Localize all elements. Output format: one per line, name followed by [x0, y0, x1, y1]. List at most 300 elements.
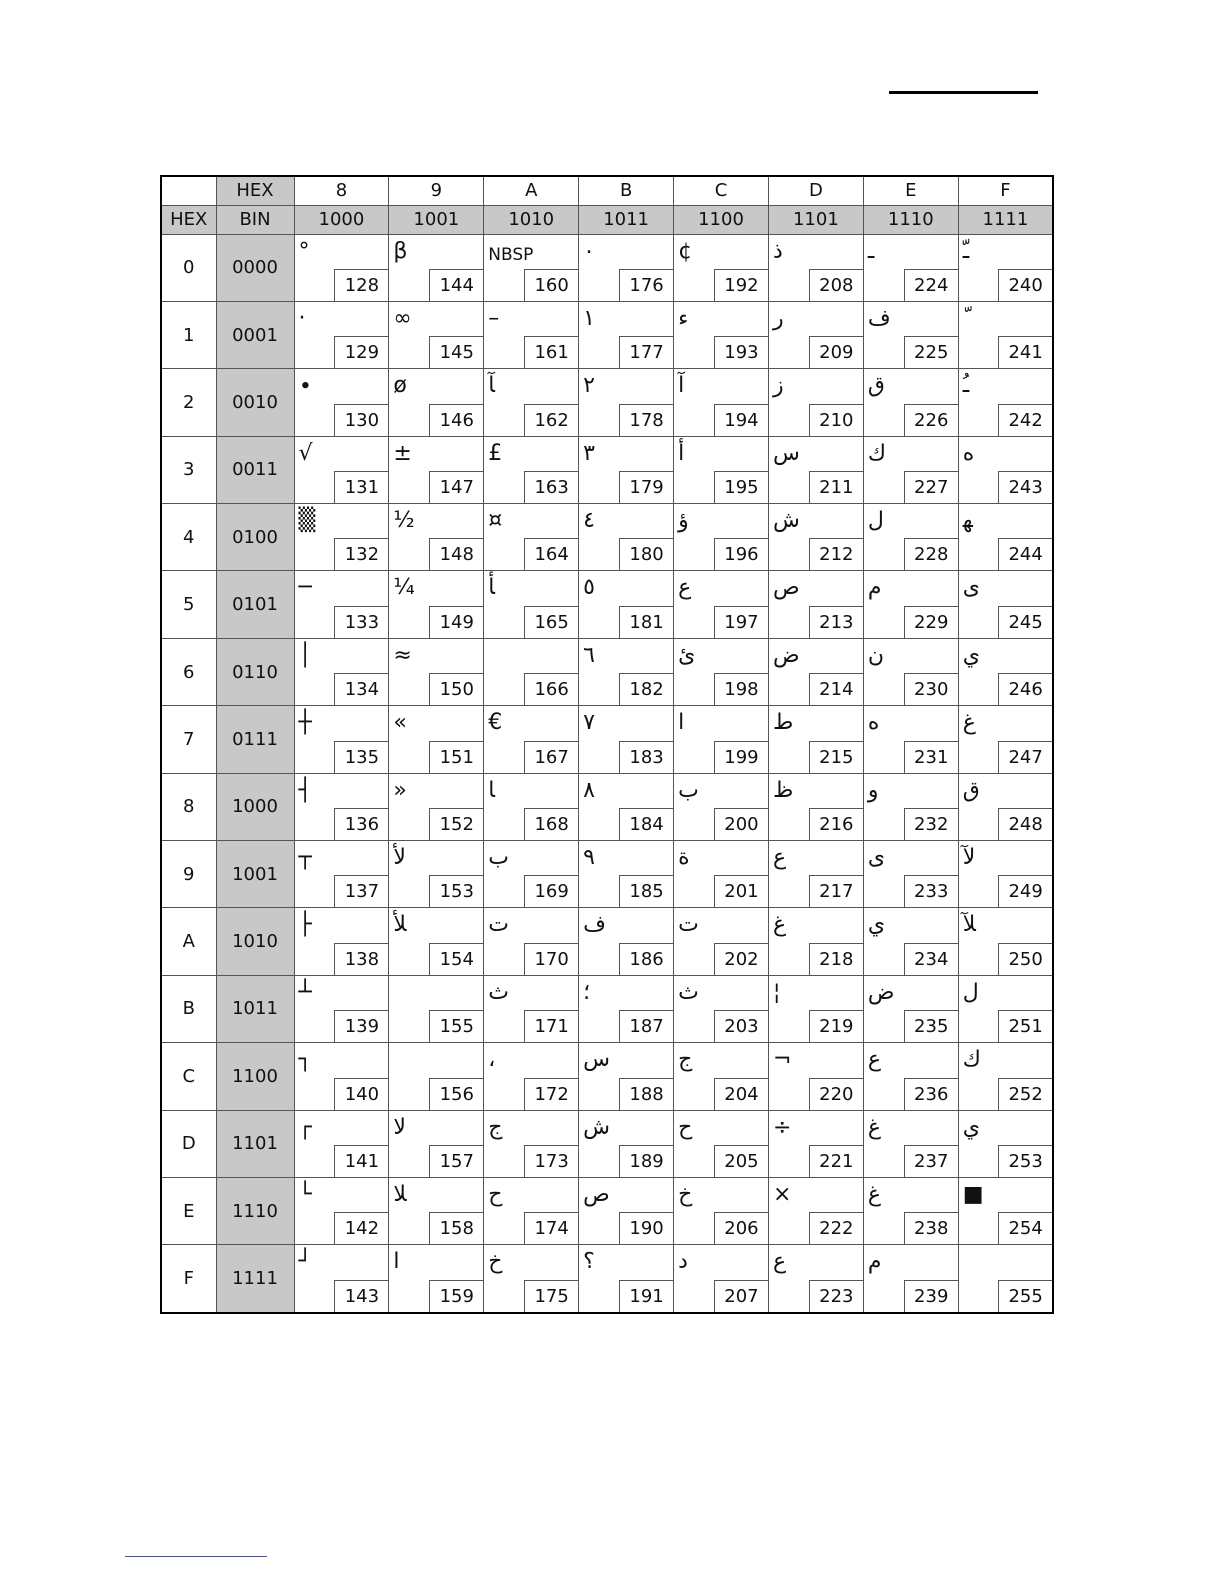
decimal-code: 166: [524, 673, 578, 705]
character-glyph: ظ: [772, 777, 794, 803]
decimal-code: 241: [998, 336, 1052, 368]
character-cell: [579, 1177, 674, 1244]
character-glyph: ├: [298, 912, 312, 938]
decimal-code: 232: [904, 808, 958, 840]
character-glyph: و: [867, 777, 879, 803]
character-cell: [674, 638, 769, 705]
decimal-code: 175: [524, 1280, 578, 1312]
decimal-code: 216: [809, 808, 863, 840]
row-bin-cell: 1101: [216, 1110, 294, 1177]
character-cell: [768, 369, 863, 436]
character-glyph: ٤: [583, 508, 595, 534]
character-glyph: ؟: [583, 1249, 595, 1275]
decimal-code: 210: [809, 404, 863, 436]
decimal-code: 220: [809, 1078, 863, 1110]
table-row: [161, 706, 1053, 773]
decimal-code: 227: [904, 471, 958, 503]
character-glyph: خ: [678, 1181, 693, 1207]
character-glyph: ﹹ: [962, 373, 970, 399]
character-glyph: ت: [678, 912, 699, 938]
character-glyph: ١: [583, 305, 595, 331]
table-row: [161, 1110, 1053, 1177]
character-cell: [863, 301, 958, 368]
decimal-code: 184: [619, 808, 673, 840]
character-cell: [389, 504, 484, 571]
character-glyph: ل: [867, 508, 884, 534]
character-cell: [389, 234, 484, 301]
character-glyph: ∙: [298, 373, 313, 399]
decimal-code: 187: [619, 1010, 673, 1042]
character-glyph: غ: [867, 1114, 881, 1140]
decimal-code: 156: [429, 1078, 483, 1110]
character-cell: [389, 1245, 484, 1313]
character-glyph: ث: [678, 979, 699, 1005]
decimal-code: 141: [334, 1145, 388, 1177]
decimal-code: 200: [714, 808, 768, 840]
character-glyph: ┌: [298, 1114, 312, 1140]
row-hex-label: HEX: [161, 205, 216, 234]
decimal-code: 194: [714, 404, 768, 436]
decimal-code: 150: [429, 673, 483, 705]
character-glyph: ﻶ: [962, 912, 976, 938]
decimal-code: 153: [429, 875, 483, 907]
character-cell: [768, 908, 863, 975]
decimal-code: 206: [714, 1212, 768, 1244]
character-cell: [674, 1043, 769, 1110]
header-bin-label: BIN: [216, 205, 294, 234]
decimal-code: 171: [524, 1010, 578, 1042]
character-cell: [294, 504, 389, 571]
decimal-code: 204: [714, 1078, 768, 1110]
character-glyph: ه: [867, 710, 880, 736]
decimal-code: 221: [809, 1145, 863, 1177]
table-row: [161, 638, 1053, 705]
character-glyph: م: [867, 1249, 882, 1275]
character-glyph: –: [488, 305, 500, 331]
decimal-code: 244: [998, 538, 1052, 570]
row-hex-cell: 8: [161, 773, 216, 840]
decimal-code: 239: [904, 1280, 958, 1312]
character-cell: [579, 706, 674, 773]
decimal-code: 235: [904, 1010, 958, 1042]
character-glyph: ≈: [393, 642, 412, 668]
character-glyph: خ: [488, 1249, 503, 1275]
character-glyph: ق: [962, 777, 980, 803]
decimal-code: 249: [998, 875, 1052, 907]
decimal-code: 252: [998, 1078, 1052, 1110]
character-cell: [958, 1177, 1053, 1244]
character-glyph: ي: [867, 912, 886, 938]
character-glyph: €: [488, 710, 503, 736]
decimal-code: 205: [714, 1145, 768, 1177]
character-glyph: °: [298, 238, 310, 264]
character-cell: [958, 301, 1053, 368]
character-cell: [958, 1245, 1053, 1313]
decimal-code: 207: [714, 1280, 768, 1312]
character-cell: [863, 504, 958, 571]
top-rule: [889, 91, 1038, 94]
character-cell: [958, 706, 1053, 773]
character-glyph: ±: [393, 440, 412, 466]
character-cell: [863, 908, 958, 975]
table-row: [161, 301, 1053, 368]
decimal-code: 251: [998, 1010, 1052, 1042]
row-hex-cell: C: [161, 1043, 216, 1110]
column-hex-header: F: [958, 176, 1053, 205]
character-cell: [768, 436, 863, 503]
decimal-code: 218: [809, 943, 863, 975]
decimal-code: 234: [904, 943, 958, 975]
row-bin-cell: 1010: [216, 908, 294, 975]
character-glyph: ن: [867, 642, 884, 668]
character-cell: [958, 504, 1053, 571]
character-cell: [389, 975, 484, 1042]
character-cell: [389, 369, 484, 436]
row-bin-cell: 1110: [216, 1177, 294, 1244]
character-glyph: س: [772, 440, 800, 466]
column-bin-header: 1111: [958, 205, 1053, 234]
decimal-code: 237: [904, 1145, 958, 1177]
character-glyph: ف: [583, 912, 606, 938]
character-cell: [389, 1177, 484, 1244]
character-glyph: ×: [772, 1181, 792, 1207]
character-cell: [863, 841, 958, 908]
column-bin-header: 1101: [768, 205, 863, 234]
character-cell: [768, 234, 863, 301]
column-hex-header: A: [484, 176, 579, 205]
character-glyph: ك: [867, 440, 886, 466]
character-glyph: أ: [678, 440, 685, 466]
character-cell: [768, 773, 863, 840]
character-glyph: ٢: [583, 373, 595, 399]
header-corner: [161, 176, 216, 205]
character-glyph: ق: [867, 373, 885, 399]
character-glyph: ش: [772, 508, 800, 534]
character-cell: [674, 773, 769, 840]
row-hex-cell: E: [161, 1177, 216, 1244]
row-bin-cell: 0101: [216, 571, 294, 638]
row-hex-cell: F: [161, 1245, 216, 1313]
row-hex-cell: 0: [161, 234, 216, 301]
character-cell: [579, 638, 674, 705]
decimal-code: 140: [334, 1078, 388, 1110]
character-cell: [484, 301, 579, 368]
decimal-code: 165: [524, 606, 578, 638]
character-cell: [674, 369, 769, 436]
character-glyph: £: [488, 440, 503, 466]
character-cell: [674, 975, 769, 1042]
row-hex-cell: B: [161, 975, 216, 1042]
decimal-code: 255: [998, 1280, 1052, 1312]
character-glyph: ص: [772, 575, 800, 601]
character-glyph: ¤: [488, 508, 503, 534]
character-glyph: ب: [488, 845, 509, 871]
decimal-code: 213: [809, 606, 863, 638]
character-cell: [958, 975, 1053, 1042]
character-cell: [579, 234, 674, 301]
decimal-code: 179: [619, 471, 673, 503]
decimal-code: 143: [334, 1280, 388, 1312]
character-cell: [674, 571, 769, 638]
row-bin-cell: 0001: [216, 301, 294, 368]
decimal-code: 198: [714, 673, 768, 705]
character-glyph: ح: [488, 1181, 503, 1207]
character-cell: [484, 908, 579, 975]
character-cell: [579, 975, 674, 1042]
character-cell: [579, 1043, 674, 1110]
character-glyph: ٨: [583, 777, 595, 803]
character-cell: [294, 436, 389, 503]
character-glyph: ٧: [583, 710, 595, 736]
decimal-code: 159: [429, 1280, 483, 1312]
table-row: [161, 234, 1053, 301]
row-hex-cell: 4: [161, 504, 216, 571]
character-cell: [484, 504, 579, 571]
character-glyph: ─: [298, 575, 312, 601]
character-glyph: ي: [962, 642, 980, 668]
decimal-code: 170: [524, 943, 578, 975]
decimal-code: 247: [998, 741, 1052, 773]
character-cell: [768, 1245, 863, 1313]
character-cell: [958, 436, 1053, 503]
decimal-code: 145: [429, 336, 483, 368]
character-cell: [863, 773, 958, 840]
decimal-code: 168: [524, 808, 578, 840]
row-hex-cell: 5: [161, 571, 216, 638]
character-cell: [579, 571, 674, 638]
table-row: [161, 1043, 1053, 1110]
decimal-code: 148: [429, 538, 483, 570]
character-cell: [294, 1245, 389, 1313]
character-cell: [674, 1177, 769, 1244]
character-glyph: ٣: [583, 440, 595, 466]
character-glyph: ﻷ: [393, 845, 406, 871]
character-glyph: ┘: [298, 1249, 312, 1275]
row-hex-cell: 2: [161, 369, 216, 436]
decimal-code: 174: [524, 1212, 578, 1244]
decimal-code: 137: [334, 875, 388, 907]
decimal-code: 223: [809, 1280, 863, 1312]
decimal-code: 243: [998, 471, 1052, 503]
character-glyph: ـّ: [962, 238, 970, 264]
character-glyph: غ: [867, 1181, 881, 1207]
decimal-code: 190: [619, 1212, 673, 1244]
character-cell: [863, 1110, 958, 1177]
column-bin-header: 1000: [294, 205, 389, 234]
character-cell: [484, 1245, 579, 1313]
character-cell: [294, 706, 389, 773]
character-cell: [484, 1043, 579, 1110]
decimal-code: 183: [619, 741, 673, 773]
column-hex-header: C: [674, 176, 769, 205]
row-bin-cell: 1011: [216, 975, 294, 1042]
character-glyph: ع: [772, 1249, 787, 1275]
decimal-code: 199: [714, 741, 768, 773]
decimal-code: 131: [334, 471, 388, 503]
decimal-code: 248: [998, 808, 1052, 840]
character-cell: [484, 436, 579, 503]
character-glyph: ¼: [393, 575, 415, 601]
decimal-code: 157: [429, 1145, 483, 1177]
table-row: [161, 504, 1053, 571]
decimal-code: 155: [429, 1010, 483, 1042]
decimal-code: 233: [904, 875, 958, 907]
decimal-code: 197: [714, 606, 768, 638]
character-glyph: ح: [678, 1114, 693, 1140]
character-glyph: ه: [962, 440, 975, 466]
character-cell: [484, 706, 579, 773]
character-cell: [958, 1110, 1053, 1177]
decimal-code: 214: [809, 673, 863, 705]
character-glyph: ى: [867, 845, 886, 871]
decimal-code: 226: [904, 404, 958, 436]
character-glyph: ø: [393, 373, 407, 399]
character-glyph: آ: [678, 373, 685, 399]
character-cell: [484, 975, 579, 1042]
character-cell: [958, 571, 1053, 638]
decimal-code: 242: [998, 404, 1052, 436]
character-cell: [579, 1110, 674, 1177]
character-glyph: ف: [867, 305, 891, 331]
character-cell: [484, 638, 579, 705]
character-cell: [863, 706, 958, 773]
character-glyph: ·: [298, 305, 306, 331]
character-glyph: ÷: [772, 1114, 792, 1140]
decimal-code: 211: [809, 471, 863, 503]
character-cell: [484, 571, 579, 638]
column-bin-header: 1010: [484, 205, 579, 234]
column-hex-header: E: [863, 176, 958, 205]
character-cell: [768, 1177, 863, 1244]
character-glyph: ┬: [298, 845, 312, 871]
character-glyph: ي: [962, 1114, 980, 1140]
character-glyph: ض: [772, 642, 800, 668]
decimal-code: 154: [429, 943, 483, 975]
decimal-code: 149: [429, 606, 483, 638]
character-glyph: ل: [962, 979, 979, 1005]
row-hex-cell: 6: [161, 638, 216, 705]
character-glyph: ى: [962, 575, 980, 601]
character-glyph: ئ: [678, 642, 696, 668]
decimal-code: 222: [809, 1212, 863, 1244]
character-glyph: ع: [867, 1047, 881, 1073]
character-cell: [863, 436, 958, 503]
character-glyph: ج: [678, 1047, 693, 1073]
character-glyph: ج: [488, 1114, 503, 1140]
decimal-code: 182: [619, 673, 673, 705]
row-hex-cell: 3: [161, 436, 216, 503]
decimal-code: 228: [904, 538, 958, 570]
character-cell: [484, 1177, 579, 1244]
character-glyph: ؛: [583, 979, 591, 1005]
column-hex-header: B: [579, 176, 674, 205]
character-cell: [958, 1043, 1053, 1110]
character-glyph: «: [393, 710, 407, 736]
row-hex-cell: D: [161, 1110, 216, 1177]
decimal-code: 196: [714, 538, 768, 570]
row-bin-cell: 1100: [216, 1043, 294, 1110]
character-cell: [294, 301, 389, 368]
character-cell: [958, 841, 1053, 908]
decimal-code: 167: [524, 741, 578, 773]
decimal-code: 225: [904, 336, 958, 368]
character-glyph: ┤: [298, 777, 312, 803]
decimal-code: 215: [809, 741, 863, 773]
character-glyph: ز: [772, 373, 784, 399]
row-bin-cell: 0111: [216, 706, 294, 773]
decimal-code: 138: [334, 943, 388, 975]
character-glyph: ٦: [583, 642, 595, 668]
decimal-code: 246: [998, 673, 1052, 705]
character-glyph: ط: [772, 710, 794, 736]
character-glyph: ع: [772, 845, 787, 871]
character-cell: [768, 301, 863, 368]
character-cell: [863, 1043, 958, 1110]
character-cell: [389, 571, 484, 638]
character-cell: [294, 1177, 389, 1244]
table-row: [161, 1177, 1053, 1244]
row-bin-cell: 0000: [216, 234, 294, 301]
character-glyph: ،: [488, 1047, 496, 1073]
character-cell: [674, 908, 769, 975]
character-cell: [294, 975, 389, 1042]
character-glyph: ء: [678, 305, 689, 331]
character-glyph: ﺄ: [488, 575, 495, 601]
decimal-code: 178: [619, 404, 673, 436]
row-hex-cell: 9: [161, 841, 216, 908]
decimal-code: 192: [714, 269, 768, 301]
decimal-code: 151: [429, 741, 483, 773]
column-hex-header: D: [768, 176, 863, 205]
character-cell: [768, 975, 863, 1042]
character-cell: [579, 504, 674, 571]
decimal-code: 133: [334, 606, 388, 638]
column-bin-header: 1001: [389, 205, 484, 234]
decimal-code: 146: [429, 404, 483, 436]
character-cell: [389, 301, 484, 368]
character-cell: [863, 234, 958, 301]
decimal-code: 128: [334, 269, 388, 301]
code-page-table: [160, 175, 1054, 1314]
table-row: [161, 841, 1053, 908]
character-cell: [389, 1110, 484, 1177]
character-glyph: ﻸ: [393, 912, 407, 938]
character-cell: [294, 638, 389, 705]
table-row: [161, 908, 1053, 975]
character-cell: [579, 1245, 674, 1313]
character-glyph: غ: [772, 912, 787, 938]
decimal-code: 180: [619, 538, 673, 570]
decimal-code: 212: [809, 538, 863, 570]
row-bin-cell: 1000: [216, 773, 294, 840]
character-cell: [863, 369, 958, 436]
table-row: [161, 571, 1053, 638]
decimal-code: 209: [809, 336, 863, 368]
character-cell: [674, 1110, 769, 1177]
character-cell: [389, 638, 484, 705]
character-glyph: ا: [678, 710, 685, 736]
decimal-code: 253: [998, 1145, 1052, 1177]
character-glyph: ة: [678, 845, 690, 871]
character-glyph: ﻬ: [962, 508, 973, 534]
character-cell: [958, 234, 1053, 301]
decimal-code: 139: [334, 1010, 388, 1042]
character-cell: [484, 234, 579, 301]
decimal-code: 185: [619, 875, 673, 907]
decimal-code: 173: [524, 1145, 578, 1177]
character-cell: [768, 571, 863, 638]
decimal-code: 224: [904, 269, 958, 301]
